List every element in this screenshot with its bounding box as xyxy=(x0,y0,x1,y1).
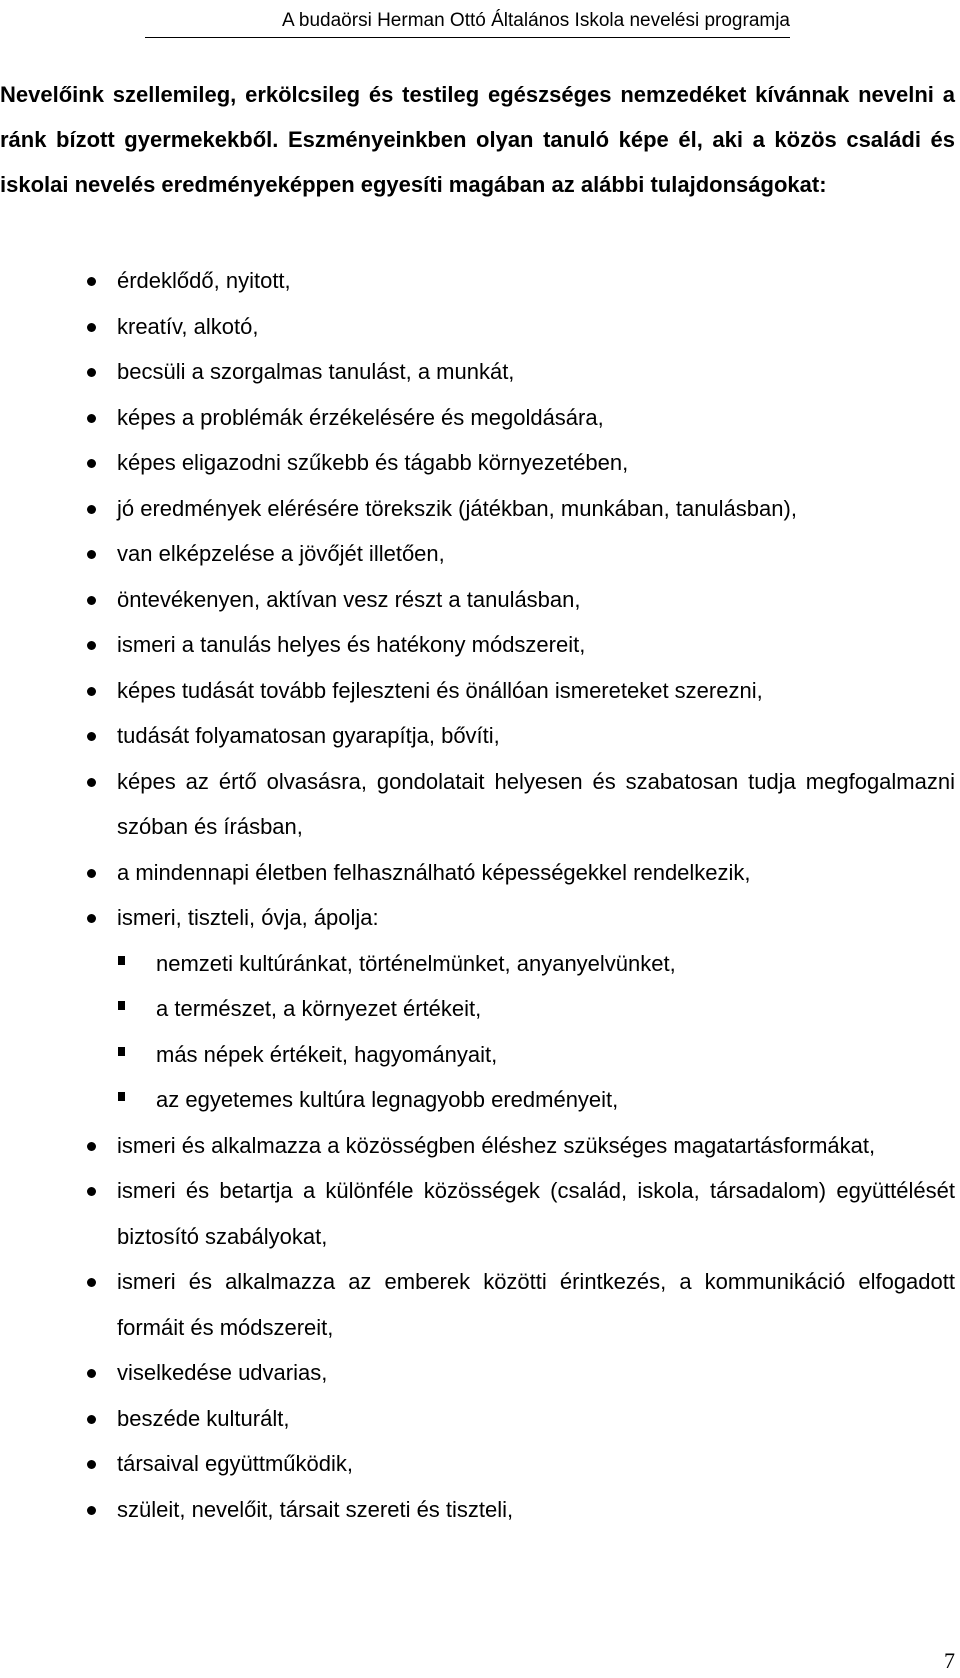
list-item xyxy=(0,759,955,850)
square-bullet-icon xyxy=(118,1047,125,1056)
list-item-text: ismeri és betartja a különféle közösségek (család, iskola, társadalom) együttélését biztosító szabályokat, xyxy=(117,1178,955,1249)
list-item xyxy=(0,349,955,395)
list-item-text: becsüli a szorgalmas tanulást, a munkát, xyxy=(117,359,515,384)
bullet-icon xyxy=(87,505,96,514)
list-item-text: jó eredmények elérésére törekszik (játékban, munkában, tanulásban), xyxy=(117,495,797,521)
running-header: A budaörsi Herman Ottó Általános Iskola nevelési programja xyxy=(145,5,790,38)
sublist-item xyxy=(117,1032,955,1078)
square-bullet-icon xyxy=(118,1092,125,1101)
values-sublist xyxy=(117,941,955,1123)
list-item xyxy=(0,895,955,1123)
list-item-text: öntevékenyen, aktívan vesz részt a tanulásban, xyxy=(117,586,581,612)
list-item xyxy=(0,440,955,486)
list-item-text: képes a problémák érzékelésére és megoldására, xyxy=(117,404,604,430)
bullet-icon xyxy=(87,732,96,741)
sublist-item-text: az egyetemes kultúra legnagyobb eredményeit, xyxy=(156,1087,619,1112)
list-item xyxy=(0,577,955,623)
bullet-icon xyxy=(87,368,96,377)
list-item xyxy=(0,622,955,668)
list-item-text: beszéde kulturált, xyxy=(117,1405,290,1431)
list-item-text: tudását folyamatosan gyarapítja, bővíti, xyxy=(117,723,500,748)
list-item xyxy=(0,713,955,759)
bullet-icon xyxy=(87,778,96,787)
list-item-text: ismeri és alkalmazza az emberek közötti érintkezés, a kommunikáció elfogadott formáit és módszereit, xyxy=(117,1269,955,1340)
bullet-icon xyxy=(87,459,96,468)
list-item-text: ismeri, tiszteli, óvja, ápolja: xyxy=(117,905,379,930)
list-item-text: szüleit, nevelőit, társait szereti és tiszteli, xyxy=(117,1496,514,1522)
list-item xyxy=(0,1396,955,1442)
bullet-icon xyxy=(87,1460,96,1469)
bullet-icon xyxy=(87,641,96,650)
bullet-icon xyxy=(87,414,96,423)
list-item-text: a mindennapi életben felhasználható képességekkel rendelkezik, xyxy=(117,859,751,885)
list-item xyxy=(0,1259,955,1350)
list-item-text: képes tudását tovább fejleszteni és önállóan ismereteket szerezni, xyxy=(117,677,763,703)
list-item xyxy=(0,304,955,350)
list-item xyxy=(0,258,955,304)
bullet-icon xyxy=(87,869,96,878)
list-item xyxy=(0,486,955,532)
list-item-text: viselkedése udvarias, xyxy=(117,1360,328,1385)
list-item-text: van elképzelése a jövőjét illetően, xyxy=(117,541,445,566)
bullet-icon xyxy=(87,687,96,696)
bullet-icon xyxy=(87,596,96,605)
square-bullet-icon xyxy=(118,1001,125,1010)
list-item xyxy=(0,1350,955,1396)
list-item-text: társaival együttműködik, xyxy=(117,1451,353,1476)
list-item-text: érdeklődő, nyitott, xyxy=(117,268,291,293)
bullet-icon xyxy=(87,550,96,559)
bullet-icon xyxy=(87,1369,96,1378)
list-item xyxy=(0,531,955,577)
bullet-icon xyxy=(87,323,96,332)
list-item xyxy=(0,1168,955,1259)
intro-paragraph: Nevelőink szellemileg, erkölcsileg és testileg egészséges nemzedéket kívánnak nevelni a ránk bízott gyermekekből. Eszményeinkben olyan tanuló képe él, aki a közös családi és iskolai nevelés eredményeképpen egyesíti magában az alábbi tulajdonságokat: xyxy=(0,82,955,197)
sublist-item-text: a természet, a környezet értékeit, xyxy=(156,996,482,1021)
list-item-text: kreatív, alkotó, xyxy=(117,313,259,339)
bullet-icon xyxy=(87,277,96,286)
bullet-icon xyxy=(87,1506,96,1515)
bullet-icon xyxy=(87,1278,96,1287)
bullet-icon xyxy=(87,1415,96,1424)
list-item xyxy=(0,395,955,441)
sublist-item xyxy=(117,1077,955,1123)
sublist-item xyxy=(117,986,955,1032)
sublist-item-text: nemzeti kultúránkat, történelmünket, anyanyelvünket, xyxy=(156,950,676,976)
square-bullet-icon xyxy=(118,956,125,965)
list-item xyxy=(0,850,955,896)
sublist-item-text: más népek értékeit, hagyományait, xyxy=(156,1041,498,1067)
list-item-text: ismeri és alkalmazza a közösségben éléshez szükséges magatartásformákat, xyxy=(117,1132,876,1158)
bullet-icon xyxy=(87,1142,96,1151)
bullet-icon xyxy=(87,914,96,923)
list-item xyxy=(0,1487,955,1533)
list-item xyxy=(0,668,955,714)
bullet-icon xyxy=(87,1187,96,1196)
qualities-list xyxy=(0,258,955,1532)
list-item-text: ismeri a tanulás helyes és hatékony módszereit, xyxy=(117,632,586,657)
list-item-text: képes eligazodni szűkebb és tágabb környezetében, xyxy=(117,450,629,475)
list-item xyxy=(0,1123,955,1169)
list-item-text: képes az értő olvasásra, gondolatait helyesen és szabatosan tudja megfogalmazni szóban és írásban, xyxy=(117,768,955,839)
page-number: 7 xyxy=(944,1648,955,1673)
sublist-item xyxy=(117,941,955,987)
list-item xyxy=(0,1441,955,1487)
